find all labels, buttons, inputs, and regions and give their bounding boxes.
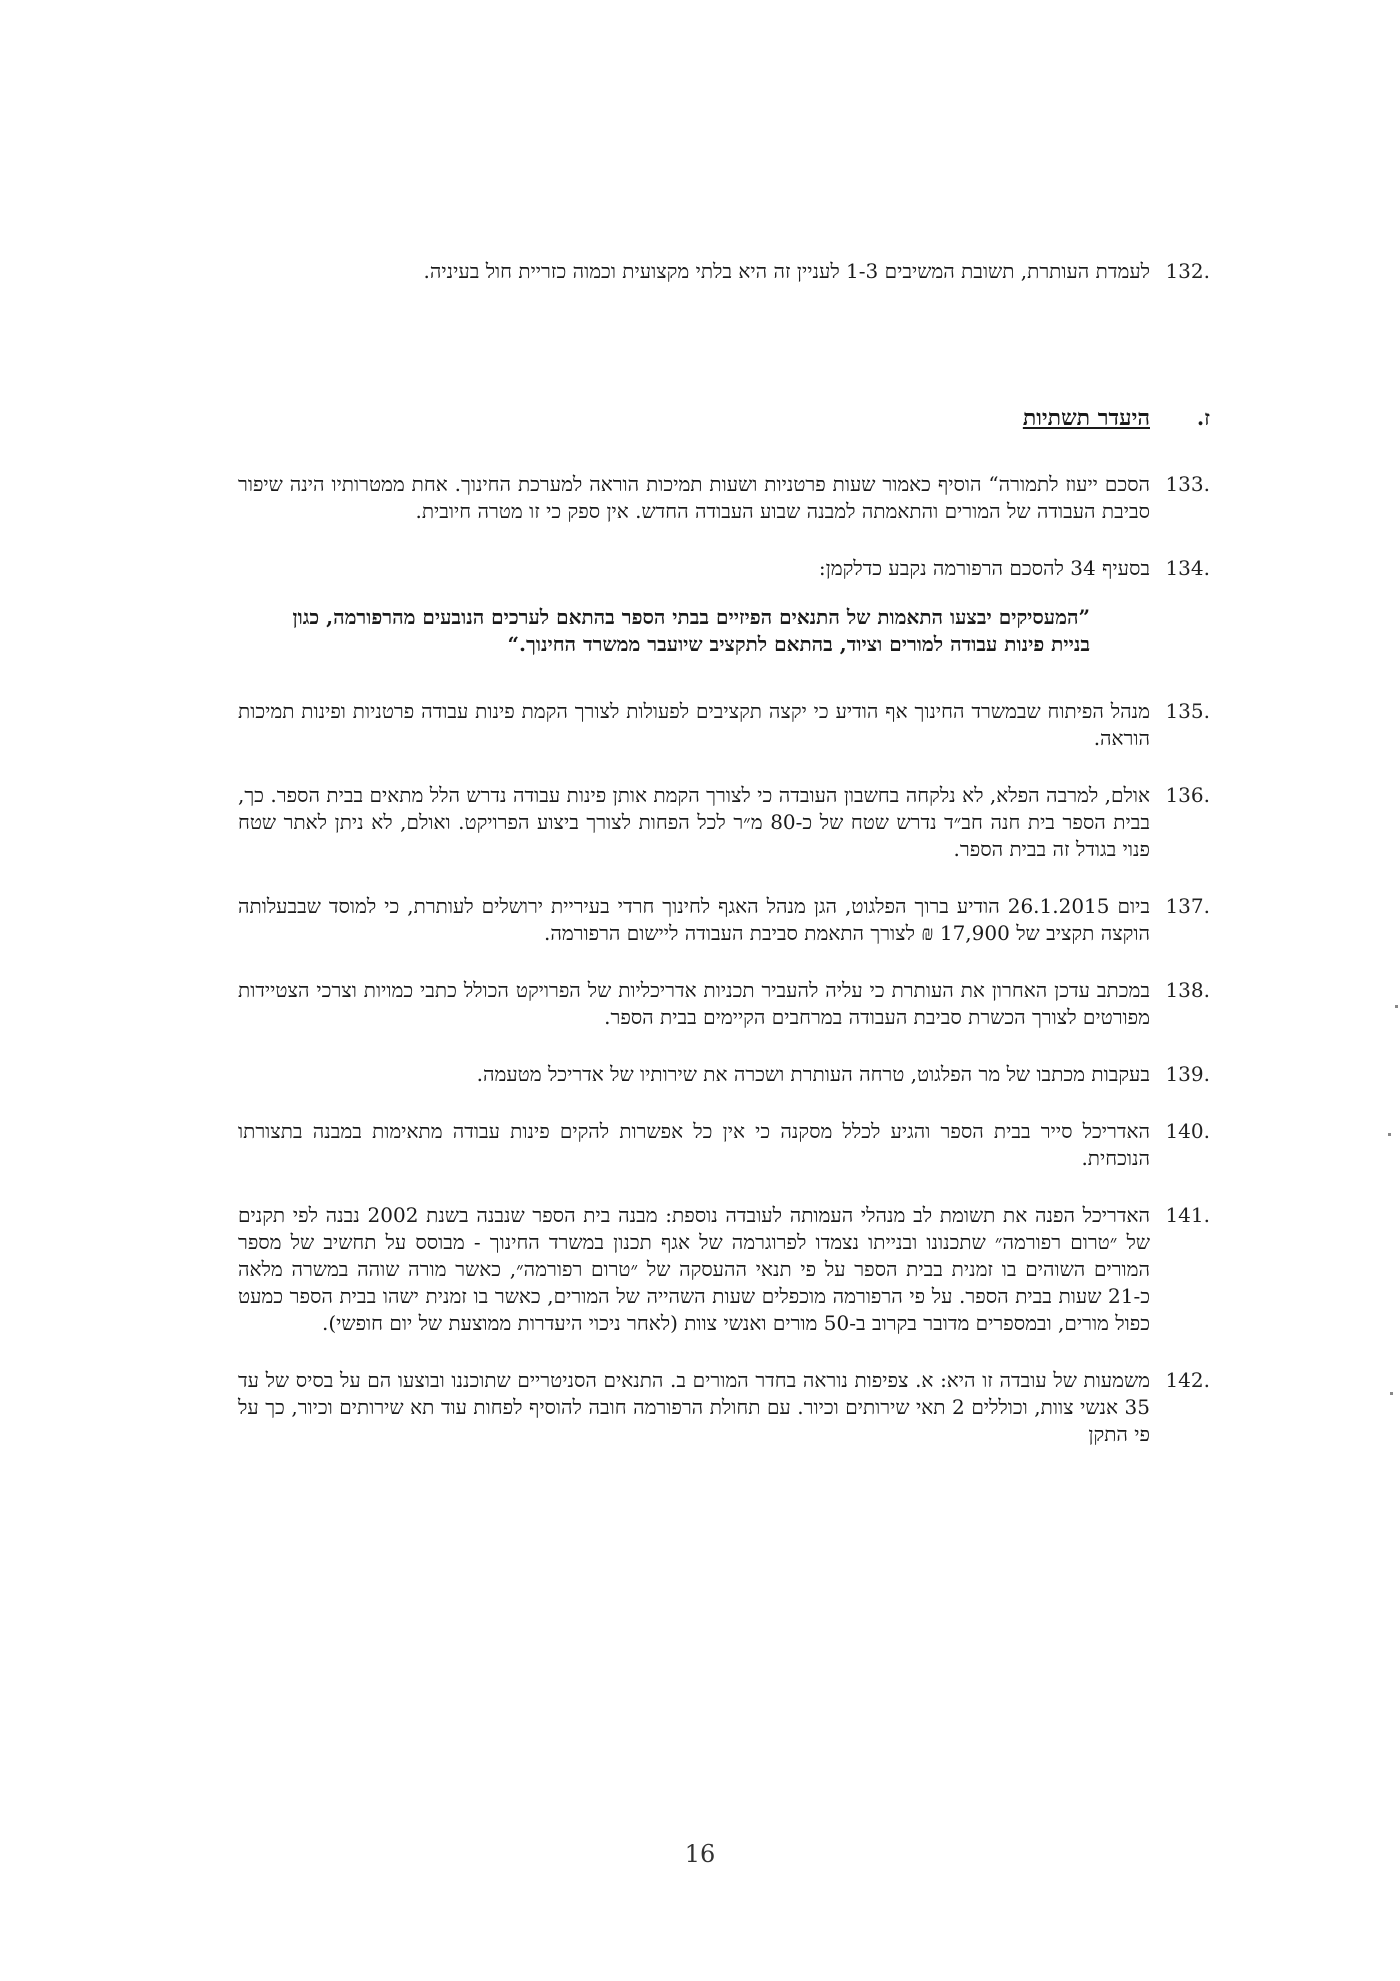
paragraph-139 [238,1061,1210,1088]
section-title: היעדר תשתיות [1022,405,1150,431]
page-number: 16 [684,1840,716,1868]
paragraph-number: .142 [1165,1368,1210,1392]
paragraph-number: .135 [1165,699,1210,723]
paragraph-number: .134 [1165,556,1210,580]
paragraph-number: .132 [1165,259,1210,283]
scan-speck [1388,1133,1391,1136]
paragraph-text: מנהל הפיתוח שבמשרד החינוך אף הודיע כי יקצה תקציבים לפעולות לצורך הקמת פינות עבודה פרטניות ופינות תמיכות הוראה. [238,699,1150,750]
paragraph-text: אולם, למרבה הפלא, לא נלקחה בחשבון העובדה כי לצורך הקמת אותן פינות עבודה נדרש הלל מתאים בבית הספר. כך, בבית הספר בית חנה חב״ד נדרש שטח של כ-80 מ״ר לכל הפחות לצורך ביצוע הפרויקט. ואולם, לא ניתן לאתר שטח פנוי בגודל זה בבית הספר. [238,783,1150,861]
paragraph-133 [238,471,1210,525]
paragraph-text: במכתב עדכן האחרון את העותרת כי עליה להעביר תכניות אדריכליות של הפרויקט הכולל כתבי כמויות וצרכי הצטיידות מפורטים לצורך הכשרת סביבת העבודה במרחבים הקיימים בבית הספר. [238,978,1150,1029]
paragraph-text: האדריכל הפנה את תשומת לב מנהלי העמותה לעובדה נוספת: מבנה בית הספר שנבנה בשנת 2002 נבנה לפי תקנים של ״טרום רפורמה״ שתכנונו ובנייתו נצמדו לפרוגרמה של אגף תכנון במשרד החינוך - מבוסס על תחשיב של מספר המורים השוהים בו זמנית בבית הספר על פי תנאי ההעסקה של ״טרום רפורמה״, כאשר מורה שוהה במשרה מלאה כ-21 שעות בבית הספר. על פי הרפורמה מוכפלים שעות השהייה של המורים, כאשר בו זמנית ישהו בבית הספר כמעט כפול מורים, ובמספרים מדובר בקרוב ב-50 מורים ואנשי צוות (לאחר ניכוי היעדרות ממוצעת של יום חופשי). [238,1203,1150,1335]
paragraph-136 [238,782,1210,863]
paragraph-number: .137 [1165,894,1210,918]
scan-speck [1395,1005,1398,1008]
paragraph-135 [238,698,1210,752]
paragraph-140 [238,1118,1210,1172]
paragraph-137 [238,893,1210,947]
paragraph-number: .133 [1165,472,1210,496]
paragraph-number: .141 [1165,1203,1210,1227]
document-body [238,258,1210,1478]
paragraph-142 [238,1367,1210,1448]
scan-speck [1390,1392,1393,1395]
paragraph-text: לעמדת העותרת, תשובת המשיבים 1-3 לעניין זה היא בלתי מקצועית וכמוה כזריית חול בעיניה. [423,259,1150,283]
paragraph-text: הסכם ייעוז לתמורה“ הוסיף כאמור שעות פרטניות ושעות תמיכות הוראה למערכת החינוך. אחת ממטרותיו הינה שיפור סביבת העבודה של המורים והתאמתה למבנה שבוע העבודה החדש. אין ספק כי זו מטרה חיובית. [238,472,1151,523]
paragraph-number: .139 [1165,1062,1210,1086]
paragraph-134 [238,555,1210,582]
paragraph-number: .136 [1165,783,1210,807]
paragraph-141 [238,1202,1210,1337]
paragraph-132 [238,258,1210,285]
section-letter: ז. [1196,405,1210,430]
paragraph-number: .138 [1165,978,1210,1002]
paragraph-138 [238,977,1210,1031]
paragraph-text: משמעות של עובדה זו היא: א. צפיפות נוראה בחדר המורים ב. התנאים הסניטריים שתוכננו ובוצעו הם על בסיס של עד 35 אנשי צוות, וכוללים 2 תאי שירותים וכיור. עם תחולת הרפורמה חובה להוסיף לפחות עוד תא שירותים וכיור, כך על פי התקן [238,1368,1150,1446]
block-quote: ”המעסיקים יבצעו התאמות של התנאים הפיזיים בבתי הספר בהתאם לערכים הנובעים מהרפורמה, כגון בניית פינות עבודה למורים וציוד, בהתאם לתקציב שיועבר ממשרד החינוך.“ [292,605,1090,656]
section-heading [238,405,1210,431]
paragraph-text: האדריכל סייר בבית הספר והגיע לכלל מסקנה כי אין כל אפשרות להקים פינות עבודה מתאימות במבנה בתצורתו הנוכחית. [238,1119,1150,1170]
paragraph-text: בסעיף 34 להסכם הרפורמה נקבע כדלקמן: [818,556,1150,580]
paragraph-text: בעקבות מכתבו של מר הפלגוט, טרחה העותרת ושכרה את שירותיו של אדריכל מטעמה. [476,1062,1150,1086]
paragraph-text: ביום 26.1.2015 הודיע ברוך הפלגוט, הגן מנהל האגף לחינוך חרדי בעיריית ירושלים לעותרת, כי למוסד שבבעלותה הוקצה תקציב של 17,900 ₪ לצורך התאמת סביבת העבודה ליישום הרפורמה. [238,894,1150,945]
paragraph-number: .140 [1165,1119,1210,1143]
